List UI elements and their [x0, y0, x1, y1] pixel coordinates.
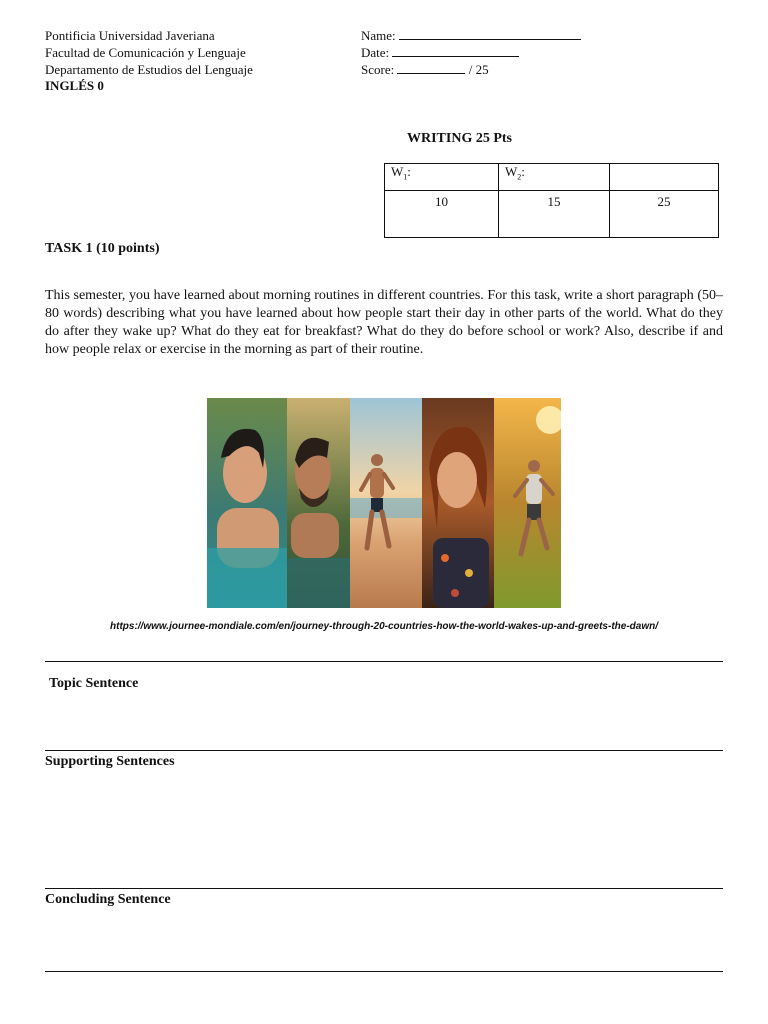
w2-header: $W_2$: — [499, 164, 610, 191]
answer-line-4[interactable] — [45, 971, 723, 972]
supporting-sentences-label: Supporting Sentences — [45, 754, 175, 769]
w1-points: 10 — [385, 191, 499, 238]
answer-line-2[interactable] — [45, 750, 723, 751]
name-row — [361, 27, 581, 44]
score-total: / 25 — [468, 62, 489, 77]
department-name: Departamento de Estudios del Lenguaje — [45, 62, 253, 77]
score-label: Score: — [361, 62, 395, 77]
answer-line-3[interactable] — [45, 888, 723, 889]
date-row — [361, 44, 519, 61]
task-title: TASK 1 (10 points) — [45, 241, 160, 256]
course-name: INGLÉS 0 — [45, 78, 104, 93]
image-source-link[interactable]: https://www.journee-mondiale.com/en/journey-through-20-countries-how-the-world-wakes-up-and-greets-the-dawn/ — [110, 621, 658, 632]
answer-line-1[interactable] — [45, 661, 723, 662]
total-points: 25 — [610, 191, 719, 238]
name-field[interactable] — [399, 27, 581, 40]
morning-routines-photo — [207, 398, 561, 608]
date-field[interactable] — [392, 44, 519, 57]
topic-sentence-label: Topic Sentence — [49, 676, 139, 691]
score-row — [361, 61, 489, 78]
university-name: Pontificia Universidad Javeriana — [45, 28, 215, 43]
concluding-sentence-label: Concluding Sentence — [45, 892, 171, 907]
w1-header: $W_1$: — [385, 164, 499, 191]
score-table — [384, 163, 719, 238]
name-label: Name: — [361, 28, 396, 43]
faculty-name: Facultad de Comunicación y Lenguaje — [45, 45, 246, 60]
w2-points: 15 — [499, 191, 610, 238]
total-header — [610, 164, 719, 191]
task-instructions: This semester, you have learned about morning routines in different countries. For this task, write a short paragraph (50–80 words) describing what you have learned about how people start their day in other parts of the world. What do they do after they wake up? What do they eat for breakfast? What do they do before school or work? Also, describe if and how people relax or exercise in the morning as part of their routine. — [45, 288, 723, 357]
writing-title: WRITING 25 Pts — [407, 131, 513, 146]
date-label: Date: — [361, 45, 390, 60]
score-field[interactable] — [397, 61, 465, 74]
